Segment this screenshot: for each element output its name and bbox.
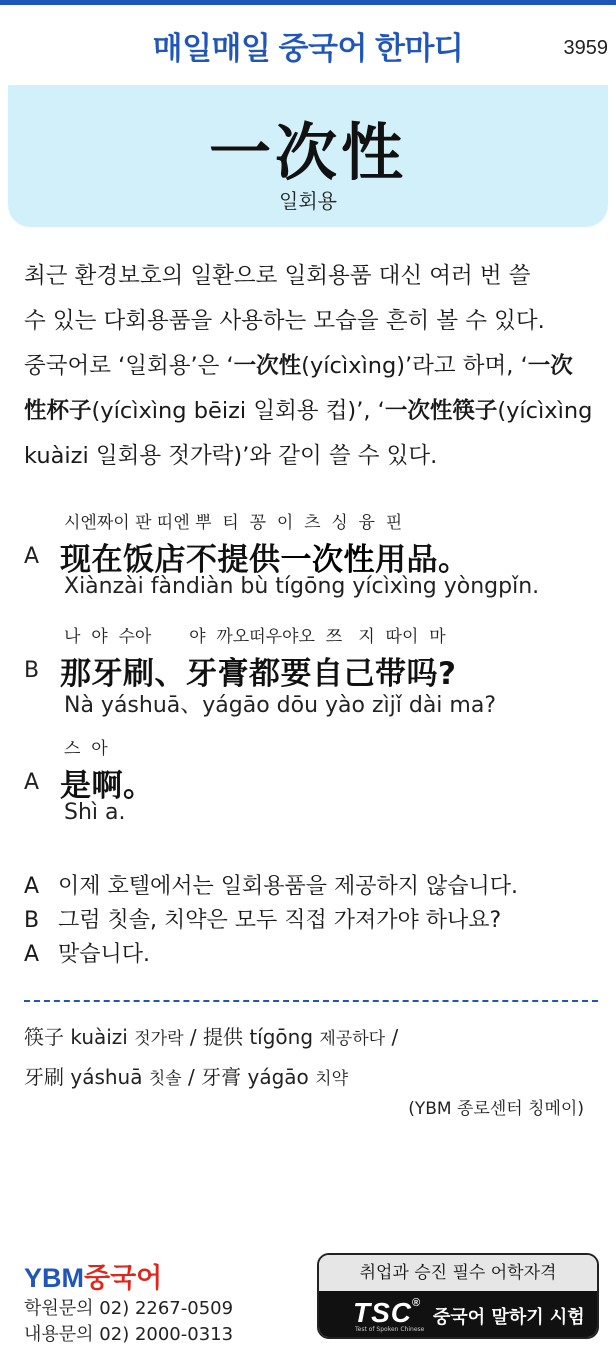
registered-mark: ® — [412, 1297, 422, 1309]
pinyin: Shì a. — [64, 800, 126, 825]
translation-block — [24, 870, 604, 972]
pinyin: Xiànzài fàndiàn bù tígōng yícìxìng yòngpǐn. — [64, 574, 540, 599]
speaker-label: B — [24, 908, 40, 933]
speaker-label: A — [24, 942, 40, 967]
translation-text: 맞습니다. — [58, 942, 151, 967]
chinese-sentence — [60, 760, 155, 805]
translation-row — [24, 870, 604, 904]
header — [0, 5, 616, 83]
chinese-sentence — [60, 534, 470, 579]
phone-label: 내용문의 — [24, 1324, 94, 1345]
translation-text: 그럼 칫솔, 치약은 모두 직접 가져가야 하나요? — [58, 908, 502, 933]
translation-row — [24, 938, 604, 972]
speaker-label: A — [24, 874, 40, 899]
intro-paragraph — [24, 254, 602, 479]
korean-pronunciation: 시엔짜이 판 띠엔 뿌 티 꽁 이 츠 싱 융 핀 — [64, 513, 403, 533]
ybm-logo-chinese: 중국어 — [84, 1263, 163, 1293]
section-divider — [24, 1000, 598, 1002]
vocab-row — [24, 1018, 604, 1058]
intro-line: 최근 환경보호의 일환으로 일회용품 대신 여러 번 쓸 — [24, 263, 531, 289]
tsc-banner[interactable] — [317, 1253, 599, 1339]
hanzi-title: 一次性 — [208, 116, 407, 189]
vocab-word: 提供 tígōng — [202, 1025, 314, 1049]
intro-line — [24, 389, 602, 434]
chinese-highlight: 一次性 — [280, 542, 375, 578]
vocab-meaning: 치약 — [315, 1069, 349, 1089]
title-card — [8, 85, 608, 227]
vocab-meaning: 제공하다 — [319, 1029, 386, 1049]
issue-number: 3959 — [563, 37, 608, 59]
tsc-subtitle: Test of Spoken Chinese — [355, 1326, 425, 1333]
intro-hanzi: 一次 — [527, 353, 573, 379]
chinese-text: 那牙刷、牙膏都要自己带吗? — [60, 656, 457, 692]
intro-text: (yícìxìng bēizi 일회용 컵)’, ‘ — [91, 398, 385, 424]
korean-pronunciation: 나 야 수아 야 까오떠우야오 쯔 지 따이 마 — [64, 627, 446, 647]
speaker-label: A — [24, 770, 40, 795]
dialogue-line — [0, 734, 616, 834]
intro-text: (yícìxìng)’라고 하며, ‘ — [301, 353, 528, 379]
vocab-word: 牙刷 yáshuā — [24, 1065, 143, 1089]
translation-row — [24, 904, 604, 938]
vocab-separator: / — [181, 1065, 202, 1089]
intro-text: 중국어로 ‘일회용’은 ‘ — [24, 353, 234, 379]
chinese-sentence — [60, 648, 456, 693]
tsc-bar — [319, 1291, 597, 1339]
intro-hanzi: 一次性 — [233, 353, 302, 379]
vocab-row — [24, 1058, 604, 1098]
chinese-text: 现在饭店不提供 — [60, 542, 281, 578]
vocab-word: 筷子 kuàizi — [24, 1025, 128, 1049]
vocab-word: 牙膏 yágāo — [201, 1065, 309, 1089]
translation-text: 이제 호텔에서는 일회용품을 제공하지 않습니다. — [58, 874, 519, 899]
speaker-label: B — [24, 658, 40, 683]
ybm-logo[interactable] — [24, 1256, 162, 1295]
phone-label: 학원문의 — [24, 1298, 94, 1319]
intro-text: (yícìxìng — [497, 398, 593, 424]
author-credit: (YBM 종로센터 칭메이) — [408, 1099, 584, 1119]
intro-hanzi: 性杯子 — [24, 398, 92, 424]
phone-number: 02) 2000-0313 — [99, 1324, 234, 1345]
intro-line: kuàizi 일회용 젓가락)’와 같이 쓸 수 있다. — [24, 443, 438, 469]
dialogue-line — [0, 508, 616, 608]
vocabulary-block — [24, 1018, 604, 1098]
tsc-tagline: 취업과 승진 필수 어학자격 — [319, 1255, 597, 1291]
vocab-separator: / — [385, 1025, 399, 1049]
content-phone — [24, 1320, 233, 1346]
academy-phone — [24, 1294, 233, 1320]
phone-number: 02) 2267-0509 — [99, 1298, 234, 1319]
tsc-name: 중국어 말하기 시험 — [433, 1307, 585, 1328]
chinese-text: 是啊。 — [60, 768, 155, 804]
vocab-meaning: 젓가락 — [134, 1029, 184, 1049]
speaker-label: A — [24, 544, 40, 569]
chinese-text: 用品。 — [375, 542, 470, 578]
pinyin: Nà yáshuā、yágāo dōu yào zìjǐ dài ma? — [64, 693, 496, 718]
vocab-separator: / — [183, 1025, 203, 1049]
intro-line — [24, 344, 602, 389]
intro-line: 수 있는 다회용품을 사용하는 모습을 흔히 볼 수 있다. — [24, 308, 545, 334]
ybm-logo-text: YBM — [24, 1263, 84, 1293]
vocab-meaning: 칫솔 — [148, 1069, 182, 1089]
tsc-logo-text: TSC — [353, 1297, 412, 1328]
tsc-logo — [353, 1297, 421, 1329]
korean-pronunciation: 스 아 — [64, 739, 108, 759]
title-meaning: 일회용 — [279, 189, 337, 213]
dialogue-line — [0, 622, 616, 722]
intro-hanzi: 一次性筷子 — [384, 398, 498, 424]
page-title: 매일매일 중국어 한마디 — [152, 31, 464, 66]
